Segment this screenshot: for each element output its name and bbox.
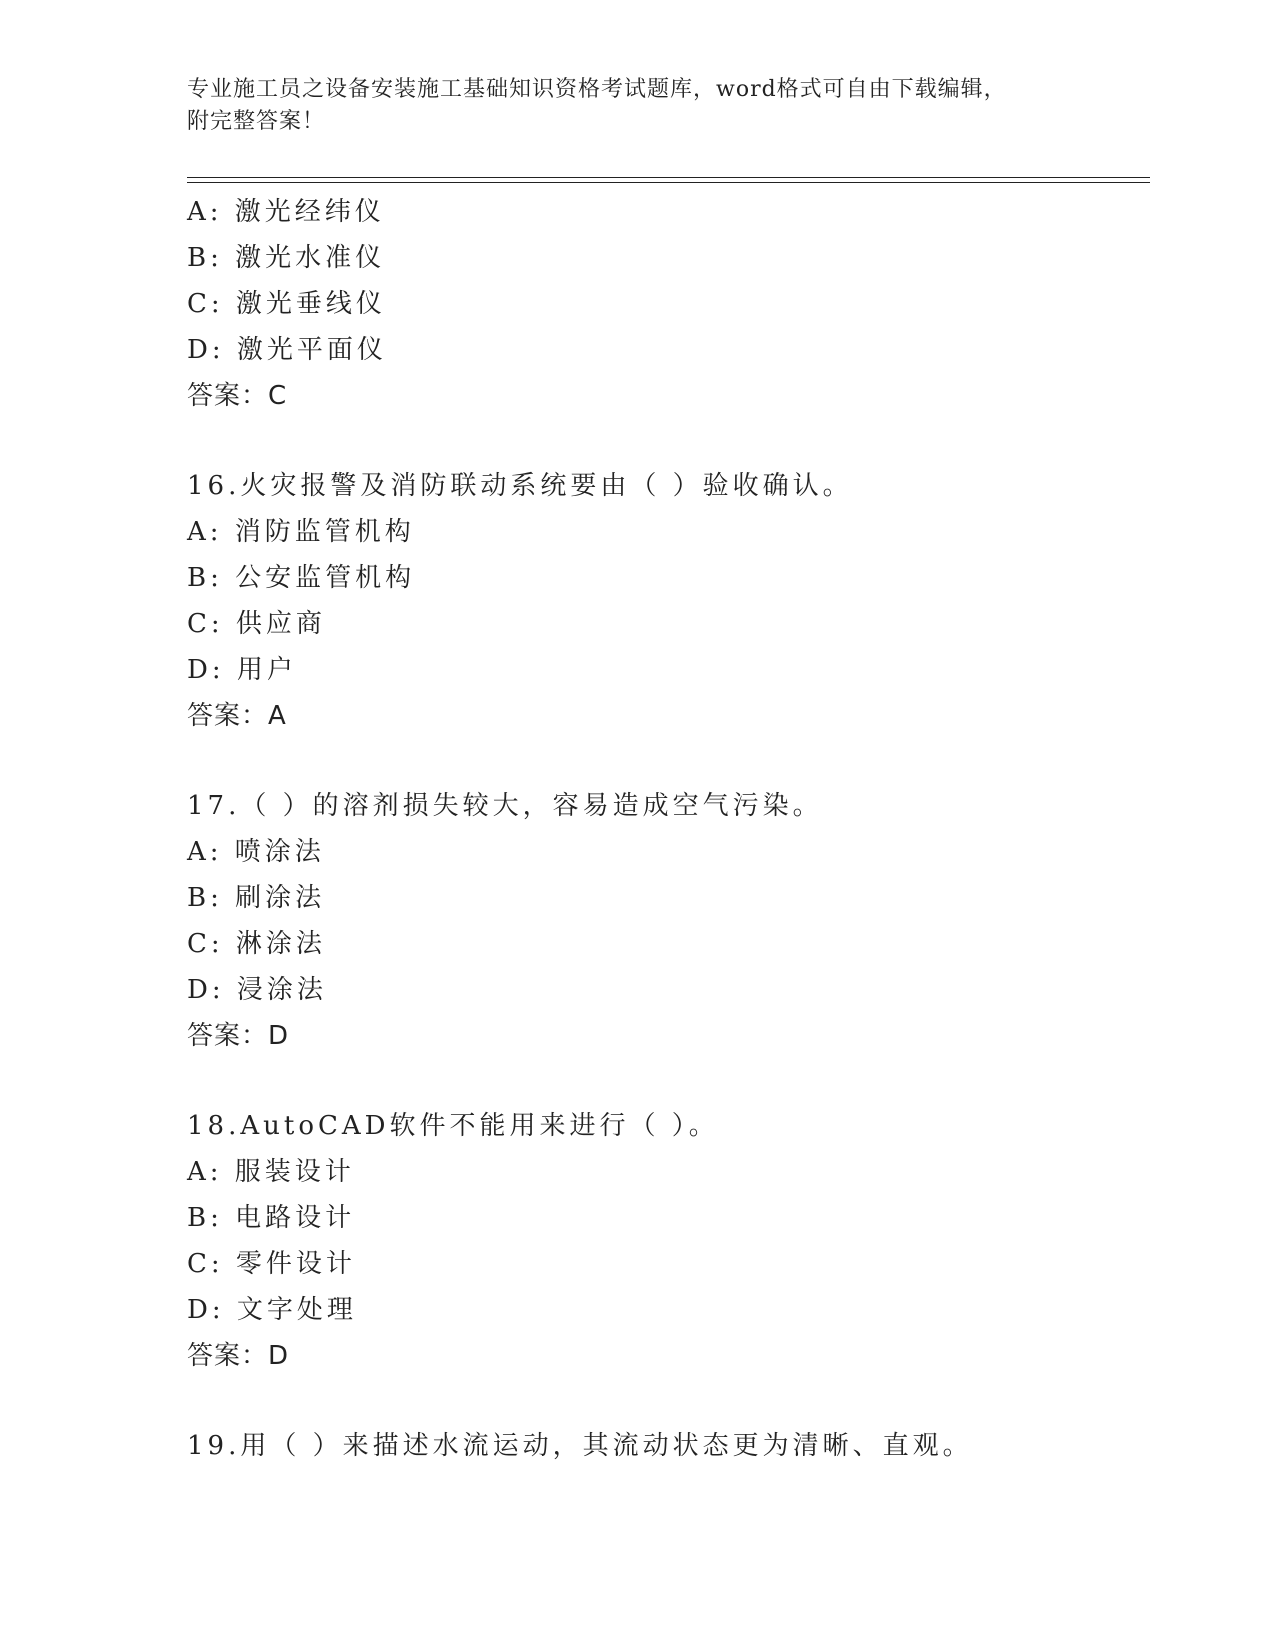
header-line-1: 专业施工员之设备安装施工基础知识资格考试题库，word格式可自由下载编辑， — [187, 77, 1007, 102]
option-c: C: 供应商 — [187, 609, 326, 639]
spacer — [187, 1059, 1147, 1103]
answer-label: 答案：D — [187, 1021, 290, 1051]
option-a: A: 服装设计 — [187, 1157, 355, 1187]
option-c: C: 激光垂线仪 — [187, 289, 386, 319]
question-17-block — [187, 783, 1147, 1059]
question-19-block — [187, 1423, 1147, 1469]
option-a: A: 消防监管机构 — [187, 517, 415, 547]
document-header — [187, 74, 1067, 138]
spacer — [187, 419, 1147, 463]
option-b: B: 刷涂法 — [187, 883, 326, 913]
question-15-block — [187, 189, 1147, 419]
answer-label: 答案：C — [187, 381, 288, 411]
question-text: 16.火灾报警及消防联动系统要由（ ）验收确认。 — [187, 471, 853, 501]
option-a: A: 激光经纬仪 — [187, 197, 385, 227]
option-d: D: 浸涂法 — [187, 975, 327, 1005]
question-text: 17.（ ）的溶剂损失较大，容易造成空气污染。 — [187, 791, 823, 821]
answer-label: 答案：D — [187, 1341, 290, 1371]
option-b: B: 电路设计 — [187, 1203, 356, 1233]
option-d: D: 文字处理 — [187, 1295, 357, 1325]
option-c: C: 零件设计 — [187, 1249, 356, 1279]
question-text: 19.用（ ）来描述水流运动，其流动状态更为清晰、直观。 — [187, 1431, 973, 1461]
option-d: D: 激光平面仪 — [187, 335, 387, 365]
question-list — [187, 189, 1147, 1469]
option-b: B: 激光水准仪 — [187, 243, 386, 273]
answer-label: 答案：A — [187, 701, 287, 731]
header-line-2: 附完整答案！ — [187, 109, 326, 134]
spacer — [187, 739, 1147, 783]
header-divider-bottom — [187, 182, 1150, 183]
option-c: C: 淋涂法 — [187, 929, 326, 959]
header-divider-top — [187, 177, 1150, 178]
question-16-block — [187, 463, 1147, 739]
spacer — [187, 1379, 1147, 1423]
option-d: D: 用户 — [187, 655, 297, 685]
option-b: B: 公安监管机构 — [187, 563, 416, 593]
option-a: A: 喷涂法 — [187, 837, 325, 867]
question-18-block — [187, 1103, 1147, 1379]
question-text: 18.AutoCAD软件不能用来进行（ ）。 — [187, 1111, 719, 1141]
